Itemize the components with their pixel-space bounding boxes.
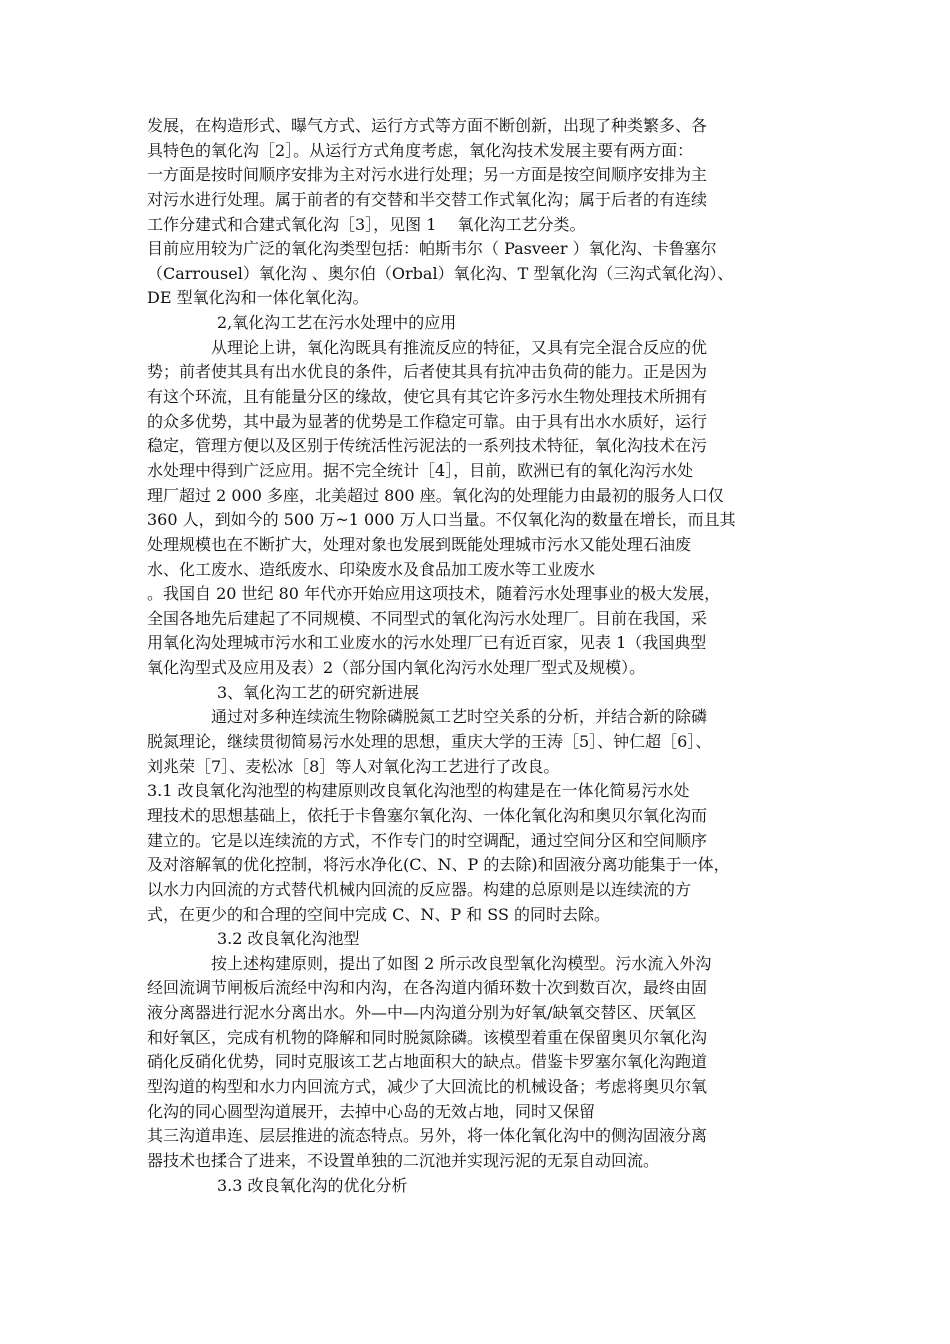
text-line: 一方面是按时间顺序安排为主对污水进行处理；另一方面是按空间顺序安排为主: [147, 165, 708, 185]
text-line: 从理论上讲，氧化沟既具有推流反应的特征，又具有完全混合反应的优: [211, 337, 708, 357]
text-line: 化沟的同心圆型沟道展开，去掉中心岛的无效占地，同时又保留: [147, 1101, 596, 1121]
text-line: 型沟道的构型和水力内回流方式，减少了大回流比的机械设备；考虑将奥贝尔氧: [147, 1076, 708, 1096]
document-page: [147, 114, 807, 1198]
text-line: 式，在更少的和合理的空间中完成 C、N、P 和 SS 的同时去除。: [147, 904, 610, 924]
text-line: 硝化反硝化优势，同时克服该工艺占地面积大的缺点。借鉴卡罗塞尔氧化沟跑道: [147, 1052, 708, 1072]
text-line: 势；前者使其具有出水优良的条件，后者使其具有抗冲击负荷的能力。正是因为: [147, 362, 708, 382]
section-heading-3-3: 3.3 改良氧化沟的优化分析: [217, 1175, 408, 1195]
text-line: 刘兆荣［7］、麦松冰［8］等人对氧化沟工艺进行了改良。: [147, 756, 560, 776]
text-line: 氧化沟型式及应用及表）2（部分国内氧化沟污水处理厂型式及规模）。: [147, 658, 646, 678]
text-line: 理技术的思想基础上，依托于卡鲁塞尔氧化沟、一体化氧化沟和奥贝尔氧化沟而: [147, 805, 708, 825]
text-line: 有这个环流，且有能量分区的缘故，使它具有其它许多污水生物处理技术所拥有: [147, 387, 708, 407]
section-heading-3-1: 3.1 改良氧化沟池型的构建原则改良氧化沟池型的构建是在一体化简易污水处: [147, 781, 690, 801]
section-heading-3: 3、氧化沟工艺的研究新进展: [217, 682, 420, 702]
text-line: 全国各地先后建起了不同规模、不同型式的氧化沟污水处理厂。目前在我国，采: [147, 608, 708, 628]
text-line: 液分离器进行泥水分离出水。外—中—内沟道分别为好氧/缺氧交替区、厌氧区: [147, 1003, 697, 1023]
text-line: 建立的。它是以连续流的方式，不作专门的时空调配，通过空间分区和空间顺序: [147, 830, 708, 850]
text-line: 器技术也揉合了进来，不设置单独的二沉池并实现污泥的无泵自动回流。: [147, 1150, 660, 1170]
text-line: 经回流调节闸板后流经中沟和内沟，在各沟道内循环数十次到数百次，最终由固: [147, 978, 708, 998]
text-line: DE 型氧化沟和一体化氧化沟。: [147, 288, 369, 308]
text-line: 其三沟道串连、层层推进的流态特点。另外，将一体化氧化沟中的侧沟固液分离: [147, 1126, 708, 1146]
text-line: 和好氧区，完成有机物的降解和同时脱氮除磷。该模型着重在保留奥贝尔氧化沟: [147, 1027, 708, 1047]
text-line: （Carrousel）氧化沟 、奥尔伯（Orbal）氧化沟、T 型氧化沟（三沟式氧化沟）、: [147, 263, 734, 283]
section-heading-3-2: 3.2 改良氧化沟池型: [217, 929, 360, 949]
text-line: 脱氮理论，继续贯彻简易污水处理的思想，重庆大学的王涛［5］、钟仁超［6］、: [147, 732, 712, 752]
text-line: 按上述构建原则，提出了如图 2 所示改良型氧化沟模型。污水流入外沟: [211, 953, 712, 973]
text-line: 及对溶解氧的优化控制，将污水净化(C、N、P 的去除)和固液分离功能集于一体，: [147, 855, 730, 875]
text-line: 目前应用较为广泛的氧化沟类型包括：帕斯韦尔（ Pasveer ）氧化沟、卡鲁塞尔: [147, 239, 717, 259]
text-line: 360 人，到如今的 500 万~1 000 万人口当量。不仅氧化沟的数量在增长，而且其: [147, 510, 736, 530]
text-line: 发展，在构造形式、曝气方式、运行方式等方面不断创新，出现了种类繁多、各: [147, 116, 708, 135]
text-line: 以水力内回流的方式替代机械内回流的反应器。构建的总原则是以连续流的方: [147, 879, 692, 899]
text-line: 对污水进行处理。属于前者的有交替和半交替工作式氧化沟；属于后者的有连续: [147, 189, 708, 209]
text-line: 稳定，管理方便以及区别于传统活性污泥法的一系列技术特征，氧化沟技术在污: [147, 436, 708, 456]
text-line: 处理规模也在不断扩大，处理对象也发展到既能处理城市污水又能处理石油废: [147, 534, 692, 554]
text-line: 水处理中得到广泛应用。据不完全统计［4］，目前，欧洲已有的氧化沟污水处: [147, 460, 694, 480]
text-line: 工作分建式和合建式氧化沟［3］，见图 1 氧化沟工艺分类。: [147, 214, 586, 234]
text-line: 水、化工废水、造纸废水、印染废水及食品加工废水等工业废水: [147, 559, 596, 579]
text-line: 理厂超过 2 000 多座，北美超过 800 座。氧化沟的处理能力由最初的服务人口仅: [147, 485, 724, 505]
text-line: 通过对多种连续流生物除磷脱氮工艺时空关系的分析，并结合新的除磷: [211, 707, 708, 727]
section-heading-2: 2,氧化沟工艺在污水处理中的应用: [217, 313, 457, 333]
text-line: 用氧化沟处理城市污水和工业废水的污水处理厂已有近百家，见表 1（我国典型: [147, 633, 707, 653]
text-line: 的众多优势，其中最为显著的优势是工作稳定可靠。由于具有出水水质好，运行: [147, 411, 708, 431]
text-line: 。我国自 20 世纪 80 年代亦开始应用这项技术，随着污水处理事业的极大发展，: [147, 584, 721, 604]
text-line: 具特色的氧化沟［2］。从运行方式角度考虑，氧化沟技术发展主要有两方面：: [147, 140, 694, 160]
